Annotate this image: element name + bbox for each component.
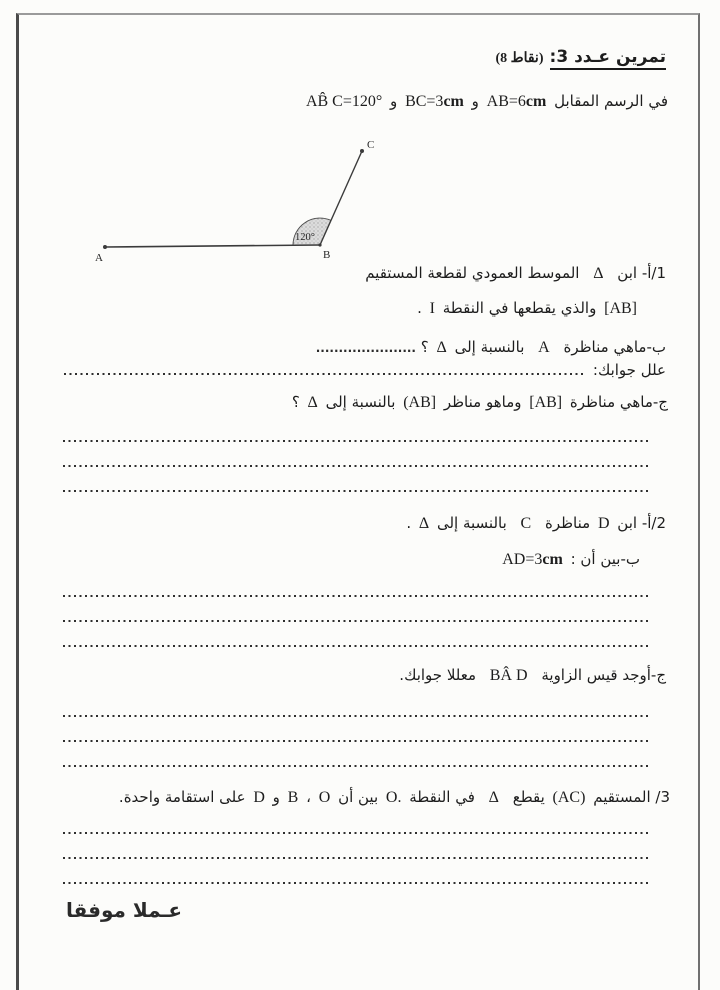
figure-svg — [85, 138, 385, 266]
text-segment: . — [406, 514, 416, 532]
text-segment: بالنسبة إلى — [432, 514, 512, 532]
text-segment: بالنسبة إلى — [449, 338, 530, 356]
question-2c-line — [399, 664, 666, 687]
text-segment: B — [287, 789, 299, 806]
question-1b-justify-line — [62, 359, 666, 381]
segment-ab-line — [105, 245, 320, 247]
text-segment: O. — [385, 789, 402, 806]
text-segment: (AB] — [403, 394, 437, 411]
question-3-line — [119, 786, 670, 809]
text-segment: يقطع — [507, 788, 550, 806]
text-segment: وماهو مناظر — [439, 393, 527, 411]
text-segment: AD=3cm — [502, 551, 563, 568]
answer-block-4 — [63, 832, 648, 907]
point-c-dot — [360, 149, 364, 153]
exercise-intro-line — [303, 90, 668, 113]
text-segment: AB=6cm — [486, 93, 547, 110]
text-segment: بين أن — [333, 788, 383, 806]
text-segment: . — [417, 299, 427, 317]
text-segment: ؟ — [416, 338, 434, 356]
answer-dotted-line — [63, 882, 648, 884]
text-segment: D — [597, 515, 610, 532]
answer-dotted-line — [63, 740, 648, 742]
dotted-leader — [64, 373, 585, 375]
text-segment: A — [538, 339, 550, 356]
answer-dotted-line — [63, 490, 648, 492]
text-segment: تمرين عـدد 3: — [550, 47, 667, 70]
text-segment: و — [267, 788, 285, 806]
text-segment: 1/أ- ابن — [612, 264, 666, 282]
text-segment: Δ — [436, 339, 447, 356]
answer-dotted-line — [63, 857, 648, 859]
text-segment: ج-ماهي مناظرة — [565, 393, 668, 411]
point-a-dot — [103, 245, 107, 249]
text-segment: ب-بين أن : — [565, 550, 640, 568]
answer-dotted-line — [63, 832, 648, 834]
text-segment: في الرسم المقابل — [549, 92, 668, 110]
text-segment: و — [466, 92, 484, 110]
answer-dotted-line — [63, 595, 648, 597]
text-segment: ب-ماهي مناظرة — [558, 338, 666, 356]
text-segment: علل جوابك: — [592, 361, 666, 379]
closing-note: عـملا موفقا — [66, 898, 182, 922]
point-c-label: C — [367, 139, 375, 151]
question-1a-line1 — [365, 262, 666, 285]
answer-dotted-line — [63, 765, 648, 767]
question-2b-line — [499, 548, 640, 571]
text-segment: (AC) — [552, 789, 586, 806]
text-segment: (8 نقاط) — [495, 51, 544, 66]
answer-block-1 — [63, 440, 648, 515]
answer-dotted-line — [63, 715, 648, 717]
answer-dotted-line — [63, 440, 648, 442]
text-segment: Δ — [593, 265, 604, 282]
text-segment: ج-أوجد قيس الزاوية — [536, 666, 666, 684]
text-segment: BC=3cm — [405, 93, 464, 110]
answer-dotted-line — [63, 465, 648, 467]
text-segment: D — [253, 789, 265, 806]
text-segment: O — [318, 789, 331, 806]
text-segment: I — [429, 300, 435, 317]
text-segment: في النقطة — [404, 788, 480, 806]
text-segment: معللا جوابك. — [399, 666, 481, 684]
text-segment: Δ — [488, 789, 499, 806]
text-segment: والذي يقطعها في النقطة — [438, 299, 602, 317]
segment-bc-line — [320, 151, 362, 245]
question-1c-line — [292, 391, 668, 414]
angle-value-label: 120° — [295, 232, 315, 243]
text-segment: الموسط العمودي لقطعة المستقيم — [365, 264, 585, 282]
text-segment: BÂ D — [489, 667, 528, 684]
point-b-label: B — [323, 249, 331, 261]
text-segment: 3/ المستقيم — [588, 788, 670, 806]
text-segment: بالنسبة إلى — [320, 393, 401, 411]
text-segment: AB̂ C=120° — [305, 93, 383, 110]
point-a-label: A — [95, 252, 103, 264]
text-segment: 2/أ- ابن — [612, 514, 666, 532]
text-segment: Δ — [307, 394, 318, 411]
text-segment: مناظرة — [540, 514, 595, 532]
answer-dotted-line — [63, 620, 648, 622]
question-1a-line2 — [417, 297, 640, 320]
answer-dotted-line — [63, 645, 648, 647]
text-segment: C — [520, 515, 532, 532]
text-segment: و — [385, 92, 403, 110]
answer-block-3 — [63, 715, 648, 790]
text-segment: ...................... — [315, 341, 416, 355]
text-segment: ؟ — [291, 393, 305, 411]
text-segment: ، — [301, 788, 316, 806]
text-segment: [AB] — [529, 394, 563, 411]
answer-block-2 — [63, 595, 648, 670]
question-2a-line — [406, 512, 666, 535]
text-segment: Δ — [418, 515, 430, 532]
text-segment: [AB] — [604, 300, 637, 317]
question-1b-line — [316, 336, 666, 359]
text-segment: على استقامة واحدة. — [118, 788, 251, 806]
exercise-title — [492, 46, 666, 70]
point-b-dot — [318, 243, 321, 246]
